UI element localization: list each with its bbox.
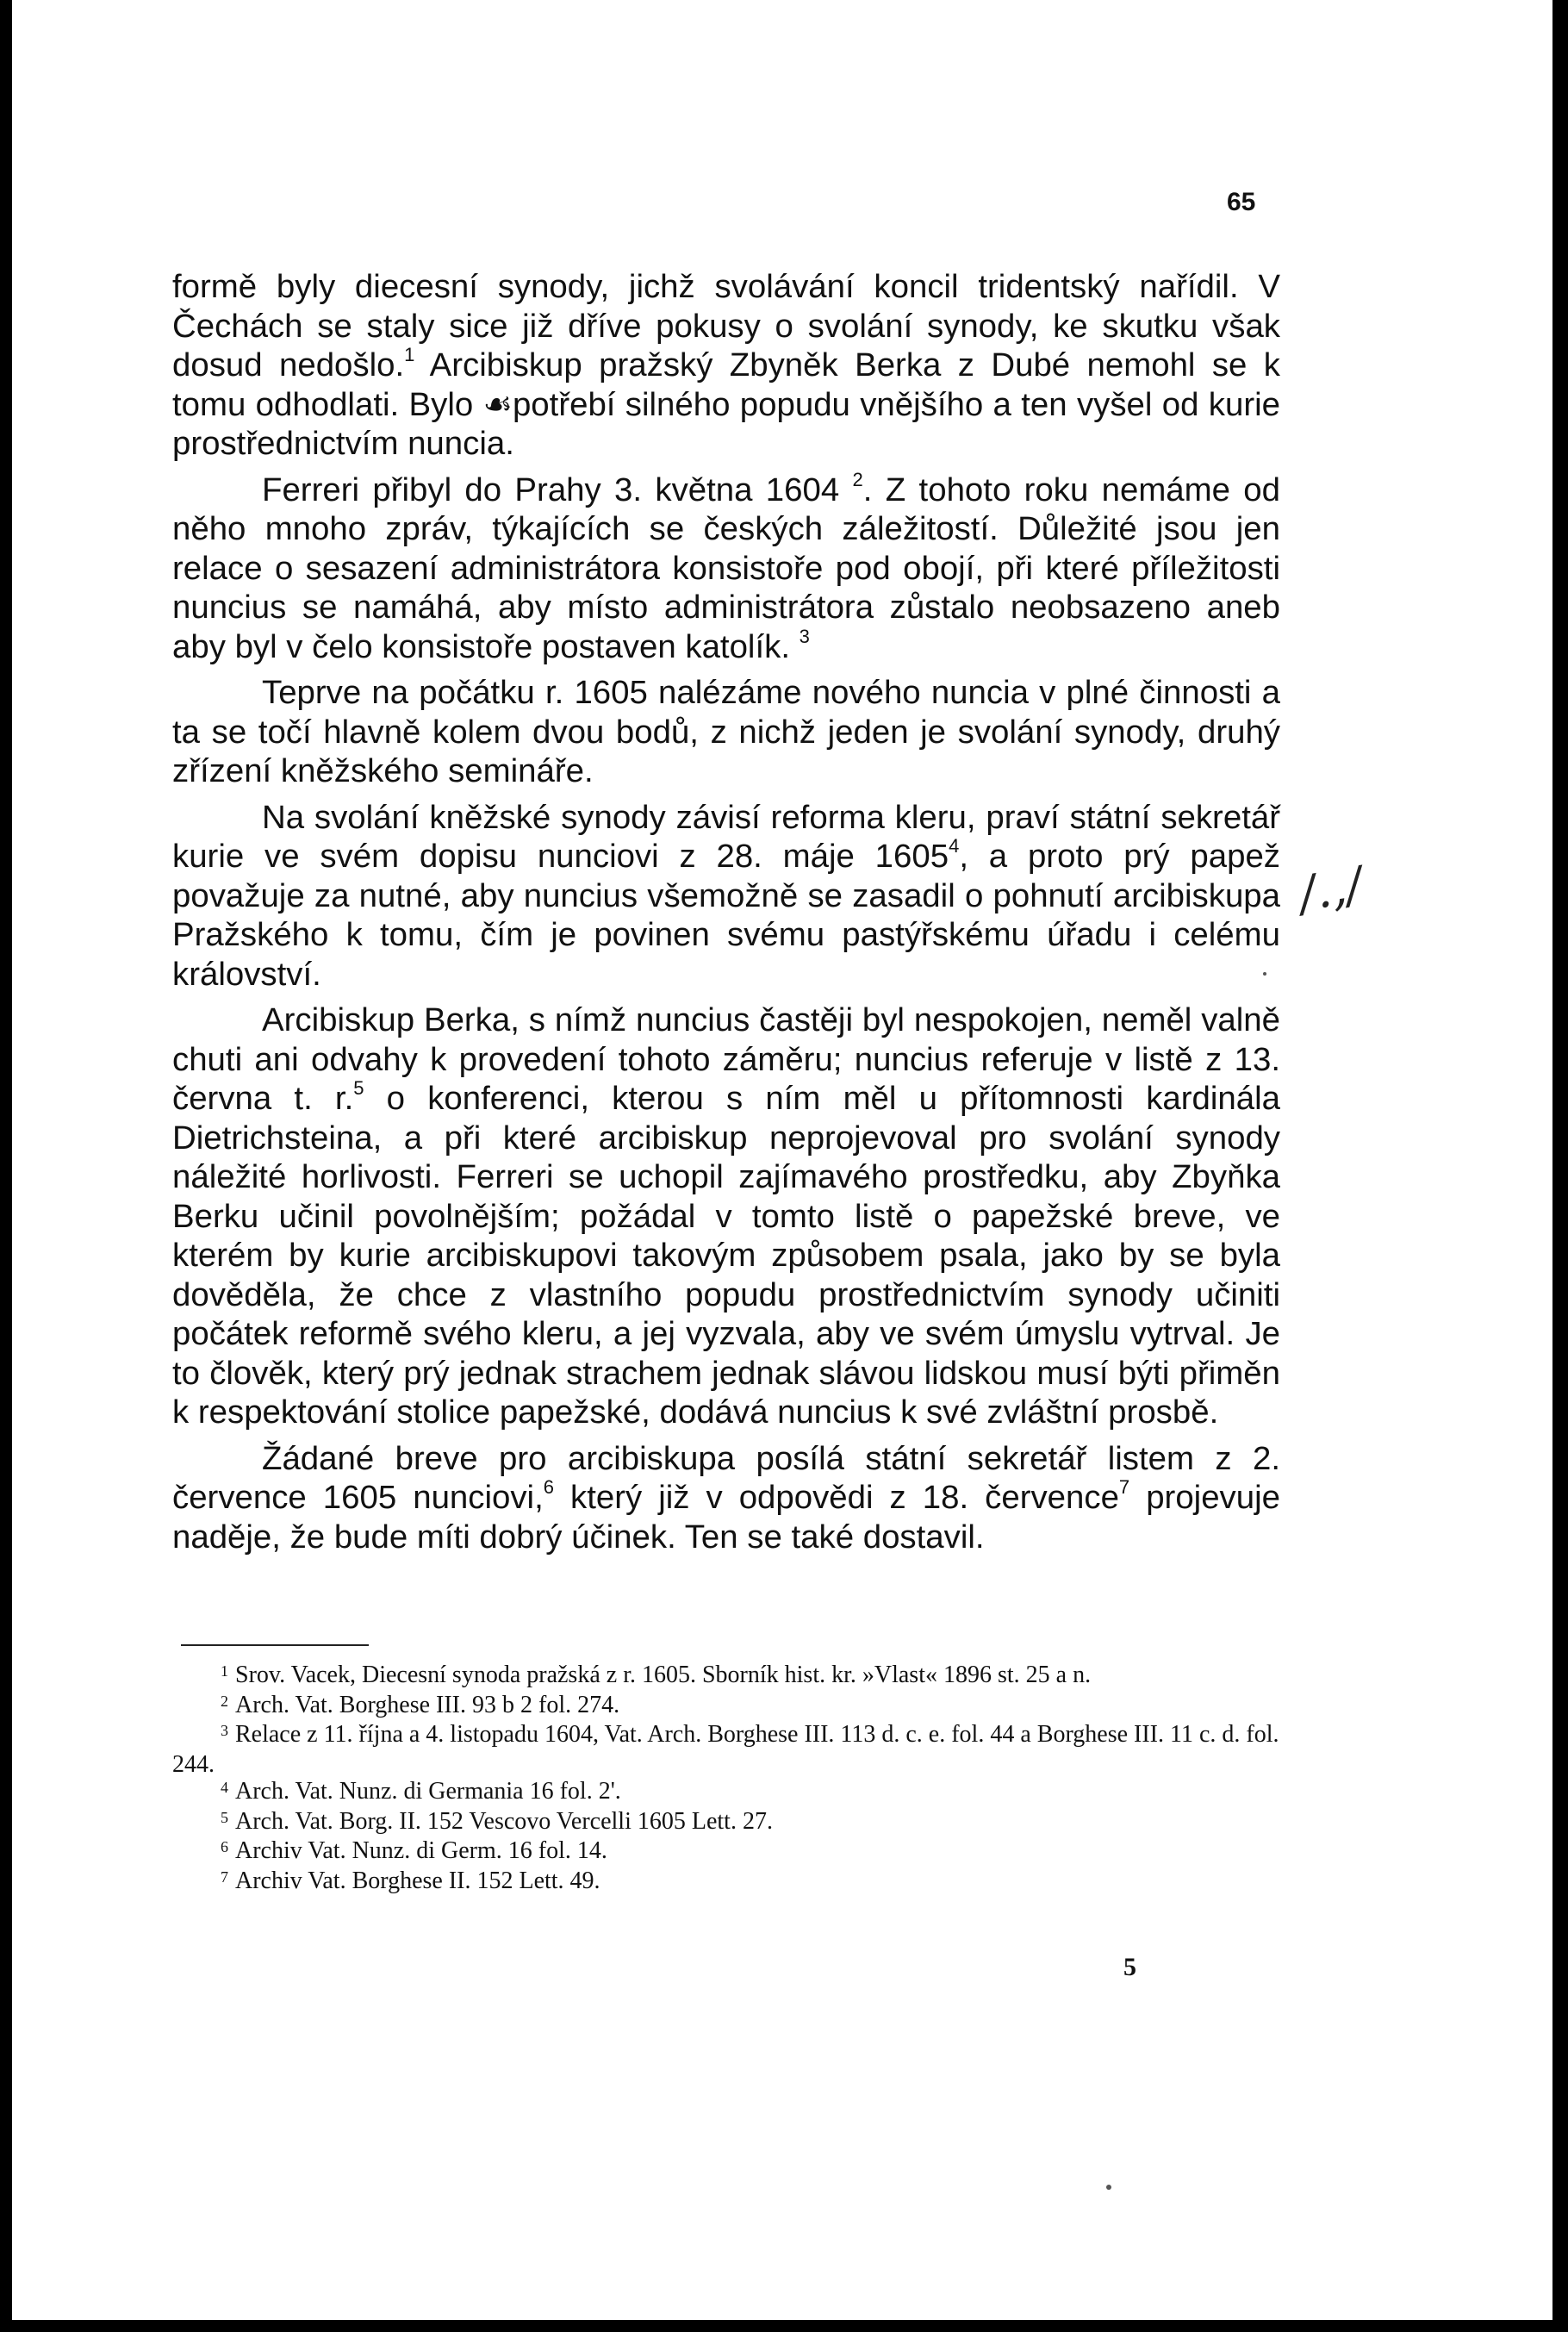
footnote <box>172 1692 1280 1722</box>
footnote-divider <box>181 1644 369 1646</box>
paragraph <box>172 267 1280 464</box>
footnote-mark: 1 <box>221 1662 228 1680</box>
paragraph-text: o konferenci, kterou s ním měl u přítomnosti kardinála Dietrichsteina, a při které arcibiskup neprojevoval pro svolání synody náležité horlivosti. Ferreri se uchopil zajímavého prostředku, aby Zbyňka Berku učinil povolnějším; požádal v tomto listě o papežské breve, ve kterém by kurie arcibiskupovi takovým způsobem psala, jako by se byla dověděla, že chce z vlastního popudu prostřednictvím synody učiniti počátek reformě svého kleru, a jej vyzvala, aby ve svém úmyslu vytrval. Je to člověk, který prý jednak strachem jednak slávou lidskou musí býti přiměn k respektování stolice papežské, dodává nuncius k své zvláštní prosbě. <box>172 1080 1280 1431</box>
paragraph <box>172 1001 1280 1432</box>
note-ref: 4 <box>949 835 960 857</box>
paragraph-text: formě byly diecesní synody, jichž svolávání koncil tridentský nařídil. V Čechách se staly sice již dříve pokusy o svolání synody, ke skutku však dosud nedošlo. <box>172 268 1280 383</box>
paragraph <box>172 468 1280 667</box>
footnote <box>172 1808 1280 1838</box>
footnote-mark: 6 <box>221 1838 228 1855</box>
note-ref: 2 <box>852 468 863 490</box>
footnote-mark: 2 <box>221 1692 228 1710</box>
paragraph <box>172 798 1280 995</box>
footnote <box>172 1837 1280 1867</box>
paragraph-text: který již v odpovědi z 18. července <box>553 1479 1119 1516</box>
footnote-text: Relace z 11. října a 4. listopadu 1604, Vat. Arch. Borghese III. 113 d. c. e. fol. 44 a Borghese III. 11 c. d. fol. 244. <box>172 1721 1279 1778</box>
note-ref: 7 <box>1118 1476 1130 1499</box>
note-ref: 3 <box>799 625 810 647</box>
footnote-text: Arch. Vat. Borghese III. 93 b 2 fol. 274. <box>235 1691 620 1718</box>
paragraph-text: Teprve na počátku r. 1605 nalézáme nového nuncia v plné činnosti a ta se točí hlavně kolem dvou bodů, z nichž jeden je svolání synody, druhý zřízení kněžského semináře. <box>172 674 1280 789</box>
footnote-text: Arch. Vat. Nunz. di Germania 16 fol. 2'. <box>235 1778 621 1805</box>
scan-speck-icon <box>1263 972 1266 976</box>
paragraph-text: Arcibiskup pražský Zbyněk Berka z Dubé nemohl se k tomu odhodlati. Bylo ☙potřebí silného popudu vnějšího a ten vyšel od kurie prostřednictvím nuncia. <box>172 346 1280 462</box>
paragraph-text: Na svolání kněžské synody závisí reforma kleru, praví státní sekretář kurie ve svém dopisu nunciovi z 28. máje 1605 <box>172 798 1280 875</box>
paragraph-text: Ferreri přibyl do Prahy 3. května 1604 <box>262 471 840 508</box>
footnote <box>172 1662 1280 1692</box>
footnote-text: Arch. Vat. Borg. II. 152 Vescovo Vercelli 1605 Lett. 27. <box>235 1807 773 1835</box>
signature-mark: 5 <box>1123 1953 1136 1981</box>
scan-speck-icon <box>1106 2185 1111 2190</box>
page-number: 65 <box>1227 188 1256 216</box>
paragraph-text: , a proto prý papež považuje za nutné, aby nuncius všemožně se zasadil o pohnutí arcibiskupa Pražského k tomu, čím je povinen svému pastýřskému úřadu i celému království. <box>172 838 1280 993</box>
footnote-mark: 5 <box>221 1808 228 1826</box>
note-ref: 6 <box>543 1476 554 1499</box>
note-ref: 5 <box>353 1077 364 1100</box>
paragraph <box>172 1439 1280 1557</box>
footnote-text: Srov. Vacek, Diecesní synoda pražská z r. 1605. Sborník hist. kr. »Vlast« 1896 st. 25 a n. <box>235 1662 1092 1688</box>
scanned-page <box>12 0 1552 2320</box>
footnote-mark: 3 <box>221 1722 228 1739</box>
paragraph-text: . Z tohoto roku nemáme od něho mnoho zpráv, týkajících se českých záležitostí. Důležité jsou jen relace o sesazení administrátora konsistoře pod obojí, při které příležitosti nuncius se namáhá, aby místo administrátora zůstalo neobsazeno aneb aby byl v čelo konsistoře postaven katolík. <box>172 471 1280 665</box>
footnote <box>172 1721 1280 1778</box>
footnote-mark: 7 <box>221 1867 228 1886</box>
footnote-text: Archiv Vat. Borghese II. 152 Lett. 49. <box>235 1867 600 1894</box>
footnote <box>172 1867 1280 1898</box>
paragraph-text: projevuje naděje, že bude míti dobrý účinek. Ten se také dostavil. <box>172 1479 1280 1556</box>
paragraph-text: Žádané breve pro arcibiskupa posílá státní sekretář listem z 2. července 1605 nunciovi, <box>172 1439 1280 1516</box>
footnotes <box>172 1662 1280 1897</box>
footnote-mark: 4 <box>221 1779 228 1796</box>
footnote <box>172 1778 1280 1808</box>
body-text <box>172 267 1280 1556</box>
paragraph <box>172 673 1280 791</box>
footnote-text: Archiv Vat. Nunz. di Germ. 16 fol. 14. <box>235 1837 607 1864</box>
handwritten-margin-note: /.,/ <box>1294 857 1367 923</box>
paragraph-text: Arcibiskup Berka, s nímž nuncius častěji byl nespokojen, neměl valně chuti ani odvahy k provedení tohoto záměru; nuncius referuje v listě z 13. června t. r. <box>172 1001 1280 1117</box>
note-ref: 1 <box>404 344 415 366</box>
